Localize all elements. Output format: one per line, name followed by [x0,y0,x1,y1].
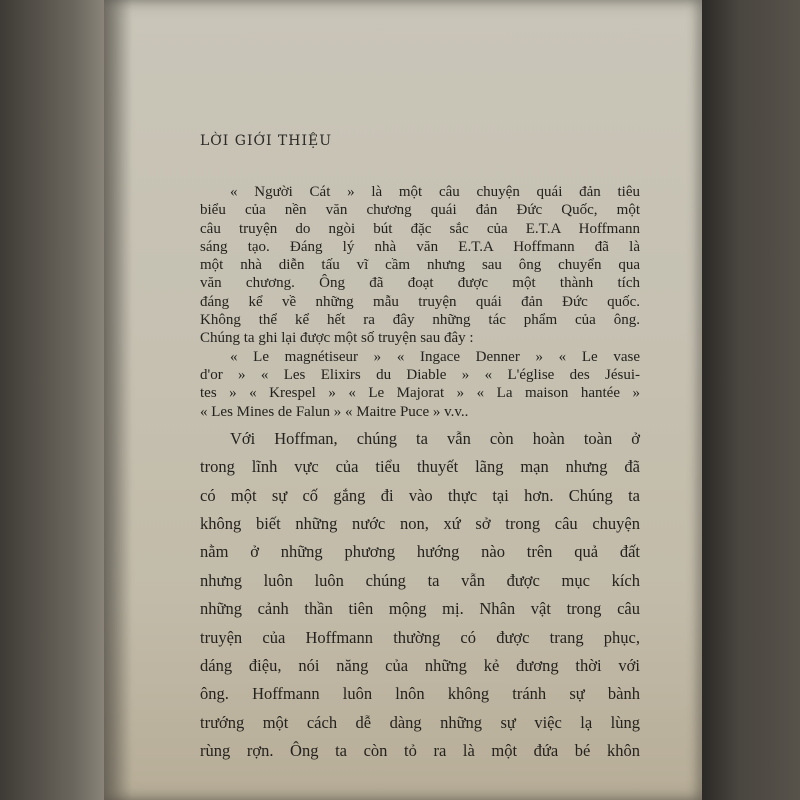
text-line: nhưng luôn luôn chúng ta vẫn được mục kích [200,570,640,590]
paragraph-1 [200,183,640,421]
text-line: truyện của Hoffmann thường có được trang phục, [200,627,640,647]
text-line: Không thể kể hết ra đây những tác phẩm của ông. [200,312,640,329]
text-line: không biết những nước non, xứ sở trong câu chuyện [200,514,640,534]
text-line: văn chương. Ông đã đoạt được một thành tích [200,275,640,292]
text-line: dáng điệu, nói năng của những kẻ đương thời với [200,655,640,675]
text-line: Với Hoffman, chúng ta vẫn còn hoàn toàn ở [230,428,640,448]
text-line: « Người Cát » là một câu chuyện quái đản tiêu [230,184,640,200]
background-left [0,0,105,800]
page-body [200,183,640,766]
text-line: tes » « Krespel » « Le Majorat » « La maison hantée » [200,385,640,402]
paragraph-2 [200,425,640,766]
text-line: sáng tạo. Đáng lý nhà văn E.T.A Hoffmann đã là [200,238,640,255]
text-line: d'or » « Les Elixirs du Diable » « L'église des Jésui- [200,366,640,383]
text-line: Chúng ta ghi lại được một số truyện sau đây : [200,330,474,347]
text-line: trướng một cách dễ dàng những sự việc lạ lùng [200,712,640,732]
text-line: đáng kể về những mẫu truyện quái đản Đức quốc. [200,293,640,310]
text-line: trong lĩnh vực của tiểu thuyết lãng mạn nhưng đã [200,457,640,477]
text-line: có một sự cố gắng đi vào thực tại hơn. Chúng ta [200,485,640,505]
background-right [700,0,800,800]
text-line: ông. Hoffmann luôn lnôn không tránh sự bành [200,684,640,704]
text-line: câu truyện do ngòi bút đặc sắc của E.T.A Hoffmann [200,220,640,237]
text-line: « Le magnétiseur » « Ingace Denner » « Le vase [230,348,640,365]
text-line: biểu của nền văn chương quái đản Đức Quốc, một [200,202,640,219]
text-line: rùng rợn. Ông ta còn tỏ ra là một đứa bé khôn [200,741,640,761]
text-line: nằm ở những phương hướng nào trên quả đất [200,542,640,562]
text-line: một nhà diễn tấu vĩ cầm nhưng sau ông chuyển qua [200,257,640,274]
text-line: « Les Mines de Falun » « Maitre Puce » v.v.. [200,403,469,420]
page-heading: LỜI GIỚI THIỆU [200,133,333,149]
text-line: những cảnh thần tiên mộng mị. Nhân vật trong câu [200,599,640,619]
page-gutter-shadow [104,0,132,800]
